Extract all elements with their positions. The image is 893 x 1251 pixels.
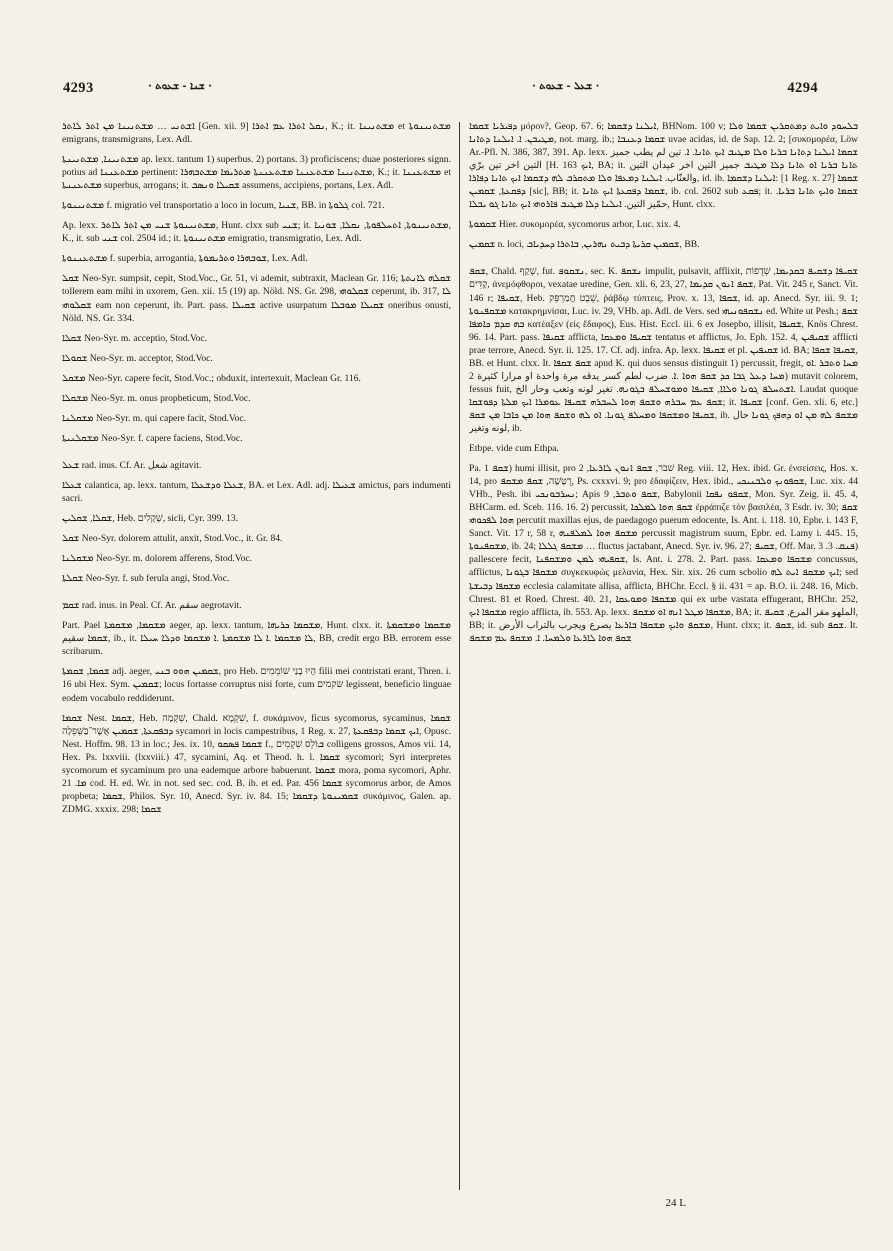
entry-right-2: ܫܩܡܘܬܐ Hier. συκομορέα, sycomorus arbor, Luc. xix. 4.: [469, 219, 681, 231]
entry-left-9: ܡܫܩܠ Neo-Syr. capere fecit, Stod.Voc.; obduxit, intertexuit, Maclean Gr. 116.: [62, 372, 361, 384]
entry-left-14: ܫܥܠܐ calantica, ap. lexx. tantum, ܫܥܠܐ ܘܕܫܥܠܐ, BA. et Lex. Adl. adj. ܫܥܝܠܐ amictus, pars indumenti sacri.: [62, 479, 451, 504]
right-running-head: · ܫܥܠ - ܫܥܘܬ ·: [532, 81, 600, 92]
entry-right-5: Etbpe. vide cum Ethpa.: [469, 443, 559, 455]
entry-left-11: ܡܫܩܠܢܐ Neo-Syr. m. qui capere facit, Stod.Voc.: [62, 412, 247, 424]
entry-left-12: ܡܫܩܠܢܝܬܐ Neo-Syr. f. capere faciens, Stod.Voc.: [62, 432, 243, 444]
signature-mark: 24 L: [665, 1197, 686, 1209]
entry-right-1: ܕܦܝܪܝܐ ܫܩܡܐ μόρον?, Geop. 67. 6; ܐܝܠܢܐ ܕܫܩܡܐ, BHNom. 100 v; ܒܠܚܘܕ ܘܐܝܬ ܕܡܬܩܪܝܢ ܫܩܡܐ ܘܠܐ ܡܛܝܒܢ. ܐ. ܐܝܠܢܐ ܕܬܐܢܐ, not. marg. ib.; ܫܩܡܐ ܕܥܢܒܐ uvae acidas, id. de Sap. 12. 2; [συκομορέα, Löw Ar.-Pfl. N. 386, 387, 391. Ap. lexx. ܫܩܡܐ ܐܝܠܢܐ ܕܬܐܢܐ ܒܪܝܐ ܘܠܐ ܡܛܝܒ ܐܝܟ ܬܐܢܐ. ܐ. تين لم يطب جميز التين اخر تين برّي [H. 163 ܐܝܟ, BA; it. ܬܐܢܐ ܒܪܝܐ ܐܘ ܬܐܢܐ ܕܠܐ ܡܛܝܒ جميز التين اخر عيدان التين والعنّاب. ܐܝܠܢܐ ܕܡܥܦܐ ܘܠܐ ܡܬܩܪܒ ܠܗ ܕܫܩܡܐ ܐܝܟ ܬܐܢܐ ܕܦܐܪܐ, id. ib. ܐܝܠܢܐ ܕܫܩܡܐ: [1 Reg. x. 27] ܫܩܡܐ ܕܦܩܥܬܐ, ܫܩܡܝܢ [sic], BB; it. ܫܩܡܐ ܕܦܩܥܬܐ ܐܝܟ ܬܐܢܐ, ib. col. 2602 sub ܦܩܥ; it. ܫܩܡܐ ܘܐܝܟ ܬܐܢܐ ܒܪܝܐ. حمّيز التين. ܐܝܠܢܐ ܕܠܐ ܡܛܝܒ ܦܐܪܘܗܝ ܐܝܟ ܬܐܢܐ ܓܘ ܝܒܠܐ, Hunt. clxx.: [469, 121, 858, 211]
entry-left-6: ܫܩܠ Neo-Syr. sumpsit, cepit, Stod.Voc., Gr. 51, vi ademit, subtraxit, Maclean Gr. 116; ܫܩܠܗ ܠܐܢܬܬܐ tollerem eam mihi in uxorem, Gen. xii. 15 (19) ap. Nöld. NS. Gr. 298, ܫܩܠܘܗܝ ceperunt, ib. 317, ܠܐ ܫܩܠܘܗܝ eam non ceperunt, ib. Part. pass. ܫܩܝܠܐ active usurpatum ܫܩܝܠܐ ܡܘܒܠܐ oneribus onusti, Nöld. NS. Gr. 334.: [62, 273, 451, 324]
entry-left-16: ܫܩܠ Neo-Syr. dolorem attulit, anxit, Stod.Voc., it. Gr. 84.: [62, 533, 283, 545]
entry-right-3: ܫܩܡܝܢ n. loci, ܫܩܡܝܢ ܩܪܝܬܐ ܕܒܝܬ ܢܗܪܝܢ, ܒܐܬܪܐ ܕܚܕܝܐܒ, BB.: [469, 239, 700, 251]
entry-left-15: ܫܩܠܐ, ܫܩܠܝܢ, Heb. שְׁקָלִים, sicli, Cyr. 399. 13.: [62, 513, 239, 525]
entry-right-4: ܫܩܦ, Chald. שְׁקַף, fut. ܢܫܩܘܦ, sec. K. ܢܫܩܦ impulit, pulsavit, afflixit, ܫܩܝܦܐ ܕܫܩܝܦ ܒܩܕܝܡܐ, שְׁדֻפוֹת קָדִים, ἀνεμόφθοροι, vexatae uredine, Gen. xli. 6, 23, 27, ܫܩܦ ܐܢܘܢ ܩܕܝܡܐ, Pat. Vit. 245 r, Sanct. Vit. 146 r; ܫܩܝܦܐ, Heb. שֵׁבֶט חֲמַרְפֵּק, ῥάβδῳ τύπτεις, Prov. x. 13, ܫܩܦܐ, id. ap. Anecd. Syr. iii. 9. 1; ܡܫܩܦܢܘܬܐ κατακρημνίσαι, Luc. iv. 29, VHb. ap. Adl. de Vers. sed ܢܫܩܦܘܢܝܗܝ ed. White ut Pesh.; ܫܩܦ ܒܗ ܩܕܡ ܟܐܡܦܐ κατέαξεν (εἰς ἔδαφος), Eus. Hist. Eccl. iii. 6 ex Josepbo, illisit, ܫܩܝܦܐ, Knös Chrest. 96. 14. Part. pass. ܫܩܝܦܐ afflicta, ܫܩܝܦܐ ܘܡܥܩܐ tentatus et afflictus, Jo. Eph. 152. 4, ܫܩܝܦܝܢ afflicti prae terrore, Anecd. Syr. ii. 125. 17. Cf. adj. infra. Ap. lexx. ܫܩܝܦܐ et pl. ܫܩܝܦܝܢ id. BA; ܫܩܝܦܐ ܫܩܦܐ, BB. et Hunt. clxx. It. ܫܩܦ ܫܩܦܐ apud K. qui duos sensus distinguit 1) percussit, fregit, ܡܚܐ ܘܬܒܪ .ܐܘ ܡܚܐ ܕܥܠ ܓܒܐ ܟܕ ܫܩܦ ܗܘܐ .ܐ. ضرب لطم كسر يدقه مرة واحدة او مرارا كثيرة 2) mutavit colorem, fessus fuit, ܐܫܬܚܠܦ ܓܘܢܐ ܘܠܐܐ, ܫܩܝܦܐ ܘܡܘܫܚܠܦ ܒܓܘܢܗ. تغير لونه وتعب وحار الخ. Laudat quoque ܫܩܦ ܥܡ ܚܒܪܗ ܘܫܩܦ ܗܘܐ ܠܚܒܪܗ ܫܩܝܦܐ ܥܘܡܪܐ ܐܝܟ ܡܠܬܐ ܕܦܘܫܩܐ; it. ܫܩܝܦܐ [conf. Gen. xli. 6, etc.] ܫܩܝܦܐ ܘܡܫܩܦܐ ܘܡܚܠܦ ܓܘܢܐ. ܐܘ ܠܗ ܘܫܩܦ ܗܘܐ ܡܢ ܟܐܒܐ ܡܢ ܫܩܦ, ib. ܡܫܩܦ ܠܗ ܡܢ ܐܘ ܕܗܦܟ ܓܘܢܐ حال لونه وتغير, ib.: [469, 266, 858, 434]
entry-left-17: ܡܫܩܠܢܐ Neo-Syr. m. dolorem afferens, Stod.Voc.: [62, 553, 253, 565]
entry-left-2: ܡܫܬܢܝܢܐ, ܡܫܬܢܝܢܬܐ ap. lexx. tantum 1) superbus. 2) portans. 3) proficiscens; duae posteriores signn. potius ad ܡܫܬܥܢܢܐ pertinent: ܡܫܬܢܝܢܐ ܡܫܬܥܢܢܐ ܡܫܬܥܢܢܬܐ ܡܬܪܝܡܐ ܡܫܬܒܗܪܐ, K.; it. ܡܫܬܥܢܢܐ et ܡܫܬܥܢܢܬܐ superbus, arrogans; it. ܫܩܝܠܐ ܘܢܣܒ assumens, accipiens, portans, Lex. Adl.: [62, 154, 451, 192]
entry-left-22: ܫܩܡܐ Nest. ܫܩܡܐ, Heb. שִׁקְמָה, Chald. שִׁקְמָא, f. συκάμινον, ficus sycomorus, sycaminus, ܫܩܡܐ ܕܒܦܩܥܬܐ, ܫܩܡܝܢ אֲשֶׁר־בַּשְּׁפֵלָה sycamori in locis campestribus, 1 Reg. x. 27, ܐܝܟ ܫܩܡܐ ܕܒܦܩܥܬܐ, Opusc. Nest. Hoffm. 98. 13 in loc.; Jes. ix. 10, ܫܩܡܐ ܦܣܩܘ f., ܒּוֹלֵס שִׁקְמִים colligens grossos, Amos vii. 14, Hex. Ps. lxxviii. (lxxviii.) 47, sycamini, Aq. et Theod. h. l. ܫܩܡܐ sycomori; Syri interpretes sycomorum et sycaminum pro una eademque arbore babuerunt. ܫܩܡܐ mora, poma sycomori, Aphr. ܡܐ. 21 cod. H. ed. Wr. in not. sed sec. cod. B. ib. et ed. Par. 456 ܫܩܡܐ sycomorus arbor, de Amos propbeta; ܫܩܡܐ, Philos. Syr. 10, Anecd. Syr. iv. 84. 15; ܫܩܡܝܢܘܬܐ ܕܫܩܡܐ συκάμινος, Galen. ap. ZDMG. xxxix. 298; ܫܩܡܐ: [62, 712, 451, 815]
entry-left-10: ܡܫܩܠܐ Neo-Syr. m. onus propbeticum, Stod.Voc.: [62, 392, 251, 404]
entry-left-19: ܫܩܡ rad. inus. in Peal. Cf. Ar. سقم aegrotavit.: [62, 600, 242, 612]
entry-left-18: ܫܩܠܬܐ Neo-Syr. f. sub ferula angi, Stod.Voc.: [62, 573, 230, 585]
entry-left-20: Part. Pael ܡܫܩܡܐ, ܡܫܩܡܬܐ aeger, ap. lexx. tantum, ܡܫܩܡܐ ܟܪܝܗܐ, Hunt. clxx. it. ܡܫܩܡܐ ܘܡܫܩܡܬܐ ܫܩܡܐ سقيم, ib., it. ܠܐ ܡܫܩܡܐ .ܐ ܠܐ ܡܫܩܡܬܐ .ܐ ܡܫܩܡܐ ܘܕܠܐ ܚܝܠܐ, BB, credit ergo BB. errorem esse scribarum.: [62, 620, 451, 658]
right-column: [469, 120, 858, 1230]
entry-left-4: Ap. lexx. ܡܫܬܢܝܢܘܬܐ ܫܢܝ ܡܢ ܐܬܪ ܠܐܬܪ, Hunt. clxx sub ܫܢܝ; it. ܡܫܬܢܝܢܘܬܐ, ܐܬܚܠܦܘܬܐ, ܢܩܠܐ, ܫܘܢܝܐ, K., it. sub ܫܢܝ col. 2504 id.; it. ܡܫܬܢܝܢܘܬܐ emigratio, transmigratio, Lex. Adl.: [62, 220, 451, 245]
entry-left-8: ܫܩܘܠܐ Neo-Syr. m. acceptor, Stod.Voc.: [62, 352, 213, 364]
entry-left-1: ܐܫܬܢܝ … ܡܫܬܢܝܢܐ ܡܢ ܐܬܪ ܠܐܬܪ [Gen. xii. 9] ܢܩܠ ܐܬܪܐ ܥܡ ܐܬܪܐ, K.; it. ܡܫܬܢܝܢܐ et ܡܫܬܢܝܢܘܬܐ emigrans, transmigrans, Lex. Adl.: [62, 121, 451, 146]
entry-right-6: Pa. ܫܩܦ 1) humi illisit, pro שׁבר, ܫܩܦ ܐܢܘܢ ܠܐܪܥܐ, 2 Reg. viii. 12, Hex. ibid. Gr. ἐνσείσεις, Hos. x. 14, pro רֻטָּשָׁה, ܫܩܦ ܡܫܩܦ, Ps. cxxxvi. 9; pro ἐδαφίζειν, Hex. ibid., ܫܩܦܘܢܟ ܘܠܒܢܝܟܝ, Luc. xix. 44 VHb., Pesh. ibi ܢܚܪܒܘܢܟܝ; Apis ܫܩܦ ܘܬܒܪ, 9, Babylonii ܫܩܦܘ ܢܦܩܐ, Mon. Syr. Zeig. ii. 45. 4, BHCarm. ed. Sceb. 116. 16. 2) percussit, ܫܩܦ ܗܘܐ ܠܡܠܟܐ ἐρράπιζε τὸν βασιλέα, 3 Esdr. iv. 30; ܫܩܦ ܗܘܐ ܠܦܟܘܗܝ percutit maxillas ejus, de paedagogo puerum edocente, Is. Ant. i. 118. 10, Epbr. i. 143 F, Sanct. Vit. 17 r, 58 r, ܡܫܩܦ ܗܘܐ ܠܡܠܦܢܗ percussit magistrum suum, Epbr. ed. Lamy i. 445. 15, ܡܫܩܦܢܘܬܐ, ib. 24; ܡܫܩܦ ܓܠܠܐ … fluctus jactabant, Anecd. Syr. iv. 96. 27; ܫܩܝܦ, Off. Mar. ܦܢܩ. 3. 3) pallescere fecit, ܫܩܦܝܗܝ ܠܡܢ ܘܡܫܩܦܢܐ, Is. Ant. i. 278. 2. Part. pass. ܡܫܩܦܐ ܘܡܥܩܐ concussus, afflictus, ܡܫܩܦܐ ܒܓܘܢܐ συγκεκυφὼς μελανία, Hex. Sir. xix. 26 cum scbolio ܐܝܟ ܡܫܩܦ ܐܝܬ ܠܗ; sed ܡܫܩܦܐ ܕܒܝܫܬܐ ecclesia calamitate allisa, afflicta, BHChr. Eccl. § ii. 431 = ap. B.O. ii. 248. 16, Micb. Chrest. 81 et Roed. Chrest. 40. 21, ܡܫܩܦܐ ܘܡܘܥܩܐ qui ex urbe vastata effugerant, BHChr. 252, ܡܫܩܦܐ ܐܝܟ regio afflicta, ib. 553. Ap. lexx. ܡܫܩܦܐ ܡܛܠ ܐܢܗ ܐܘ ܡܫܩܦ, BA; it. الملهو مقر المرع, ܫܩܝܦ, BB; it. ܡܫܩܦ ܘܐܝܟ ܡܫܩܦܐ ܒܐܪܥܐ يصرع ويجرب بالتراب الأرض, Hunt. clxx; it. ܫܩܦ, id. sub ܫܩܦ. It. ܫܩܦ ܗܘܐ ܠܐܪܥܐ ܘܠܡܚܐ. ܐ. ܡܫܩܦ ܥܡ ܡܫܩܦ: [469, 463, 858, 644]
left-page-number: 4293: [63, 80, 94, 96]
left-running-head: · ܫܢܐ - ܫܥܘܬ ·: [148, 81, 212, 92]
entry-left-5: ܡܫܬܥܢܢܘܬܐ f. superbia, arrogantia, ܫܘܒܗܪܐ ܘܬܪܝܡܘܬܐ, Lex. Adl.: [62, 253, 308, 265]
right-page-number: 4294: [787, 80, 818, 96]
column-divider: [459, 122, 460, 1190]
entry-left-3: ܡܫܬܢܝܢܘܬܐ f. migratio vel transportatio a loco in locum, ܫܢܝܐ, BB. in ܓܠܘܬܐ col. 721.: [62, 200, 385, 212]
entry-left-21: ܫܩܡܐ, ܫܩܡܬܐ adj. aeger, ܫܩܡܝܢ ܗܘܘ ܒܢܝ, pro Heb. הָיוּ בָנַי שׁוֹמֵמִים filii mei contristati erant, Thren. i. 16 ubi Hex. Sym. ܫܩܡܝܢ; locus fortasse corruptus nisi forte, cum שקמים legissent, beneficio linguae eodem vocabulo reddiderunt.: [62, 666, 451, 704]
left-column: [62, 120, 451, 1230]
page-header: [0, 80, 893, 104]
entry-left-7: ܫܩܠܐ Neo-Syr. m. acceptio, Stod.Voc.: [62, 332, 208, 344]
entry-left-13: ܫܥܠ rad. inus. Cf. Ar. شعل agitavit.: [62, 459, 202, 471]
